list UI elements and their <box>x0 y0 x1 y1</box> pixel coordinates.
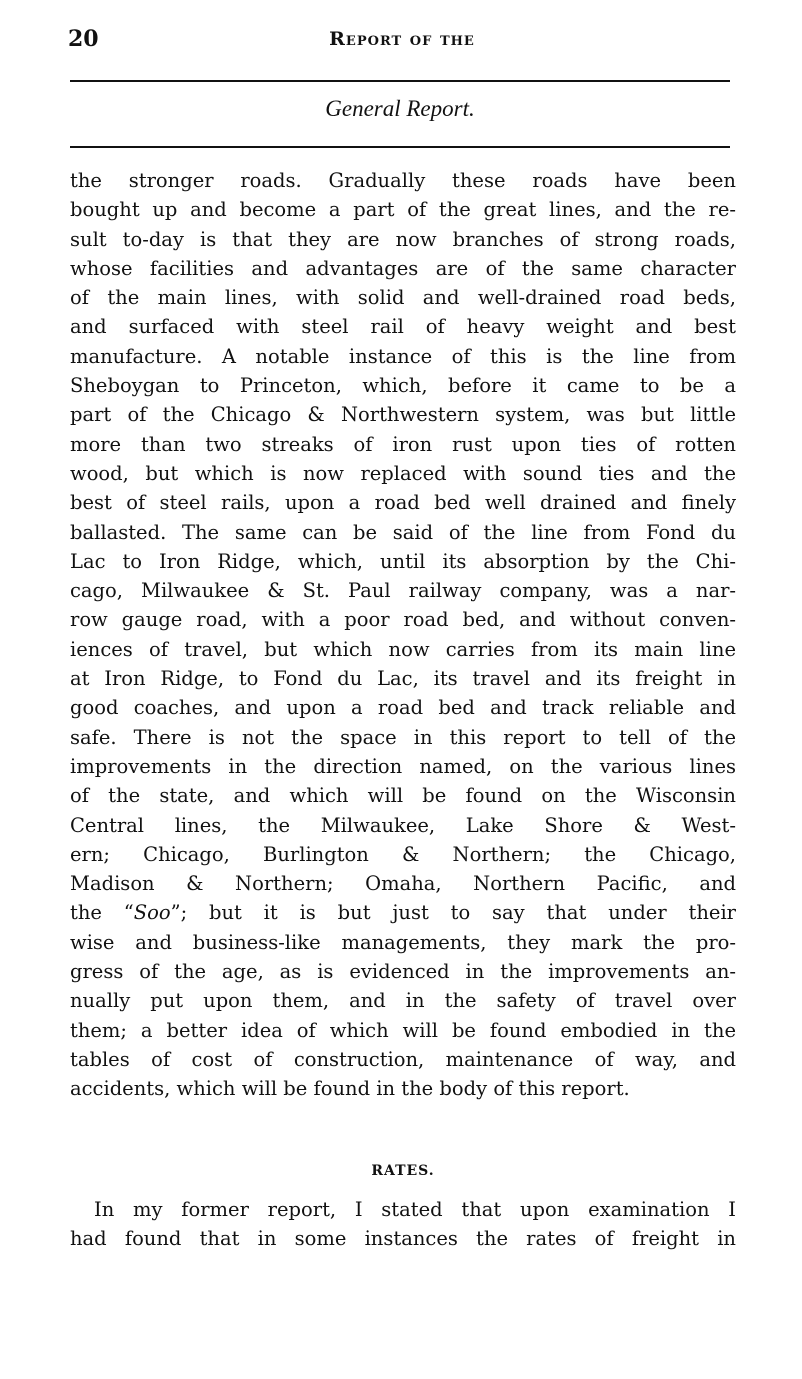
text-line: improvements in the direction named, on the various lines <box>70 754 736 778</box>
text-line: the stronger roads. Gradually these roads have been <box>70 169 736 192</box>
soo-after: ”; but it is but just to say that under their <box>170 901 736 925</box>
section-heading-rates: RATES. <box>371 1163 435 1179</box>
header-rule-bottom <box>70 146 730 148</box>
page-header <box>68 22 736 62</box>
text-line: accidents, which will be found in the body of this report. <box>70 1077 630 1101</box>
text-line-soo <box>70 898 736 927</box>
text-line: good coaches, and upon a road bed and track reliable and <box>70 696 736 720</box>
text-line: manufacture. A notable instance of this is the line from <box>70 344 736 368</box>
text-line: gress of the age, as is evidenced in the improvements an- <box>70 960 736 984</box>
text-line: part of the Chicago & Northwestern system, was but little <box>70 403 736 427</box>
text-line: at Iron Ridge, to Fond du Lac, its travel and its freight in <box>70 667 736 691</box>
body-paragraph <box>70 166 736 1104</box>
text-line: Lac to Iron Ridge, which, until its absorption by the Chi- <box>70 549 736 573</box>
text-line: sult to-day is that they are now branches of strong roads, <box>70 227 736 251</box>
text-line: of the state, and which will be found on the Wisconsin <box>70 784 736 808</box>
text-line: cago, Milwaukee & St. Paul railway company, was a nar- <box>70 579 736 603</box>
text-line: iences of travel, but which now carries from its main line <box>70 637 736 661</box>
text-line: tables of cost of construction, maintenance of way, and <box>70 1047 736 1071</box>
text-line: wood, but which is now replaced with sound ties and the <box>70 461 736 485</box>
text-line: of the main lines, with solid and well-drained road beds, <box>70 286 736 310</box>
text-line: row gauge road, with a poor road bed, and without conven- <box>70 608 736 632</box>
soo-italic: Soo <box>133 901 171 925</box>
text-line: ballasted. The same can be said of the line from Fond du <box>70 520 736 544</box>
text-line: Madison & Northern; Omaha, Northern Pacific, and <box>70 872 736 896</box>
header-rule-top <box>70 80 730 82</box>
rates-paragraph <box>70 1195 736 1254</box>
text-line: wise and business-like managements, they mark the pro- <box>70 930 736 954</box>
text-line: ern; Chicago, Burlington & Northern; the Chicago, <box>70 842 736 866</box>
page-number: 20 <box>68 26 99 52</box>
text-line: In my former report, I stated that upon examination I <box>94 1198 736 1221</box>
soo-before: the “ <box>70 901 134 925</box>
section-subtitle: General Report. <box>325 96 475 121</box>
text-line: had found that in some instances the rates of freight in <box>70 1227 736 1251</box>
text-line: them; a better idea of which will be found embodied in the <box>70 1018 736 1042</box>
text-line: Central lines, the Milwaukee, Lake Shore & West- <box>70 813 736 837</box>
text-line: bought up and become a part of the great lines, and the re- <box>70 198 736 222</box>
text-line: more than two streaks of iron rust upon ties of rotten <box>70 432 736 456</box>
text-line: whose facilities and advantages are of the same character <box>70 256 736 280</box>
text-line: nually put upon them, and in the safety of travel over <box>70 989 736 1013</box>
text-line: Sheboygan to Princeton, which, before it came to be a <box>70 374 736 398</box>
text-line: safe. There is not the space in this report to tell of the <box>70 725 736 749</box>
text-line: and surfaced with steel rail of heavy weight and best <box>70 315 736 339</box>
running-head: Report of the <box>329 28 475 50</box>
text-line: best of steel rails, upon a road bed well drained and finely <box>70 491 736 515</box>
